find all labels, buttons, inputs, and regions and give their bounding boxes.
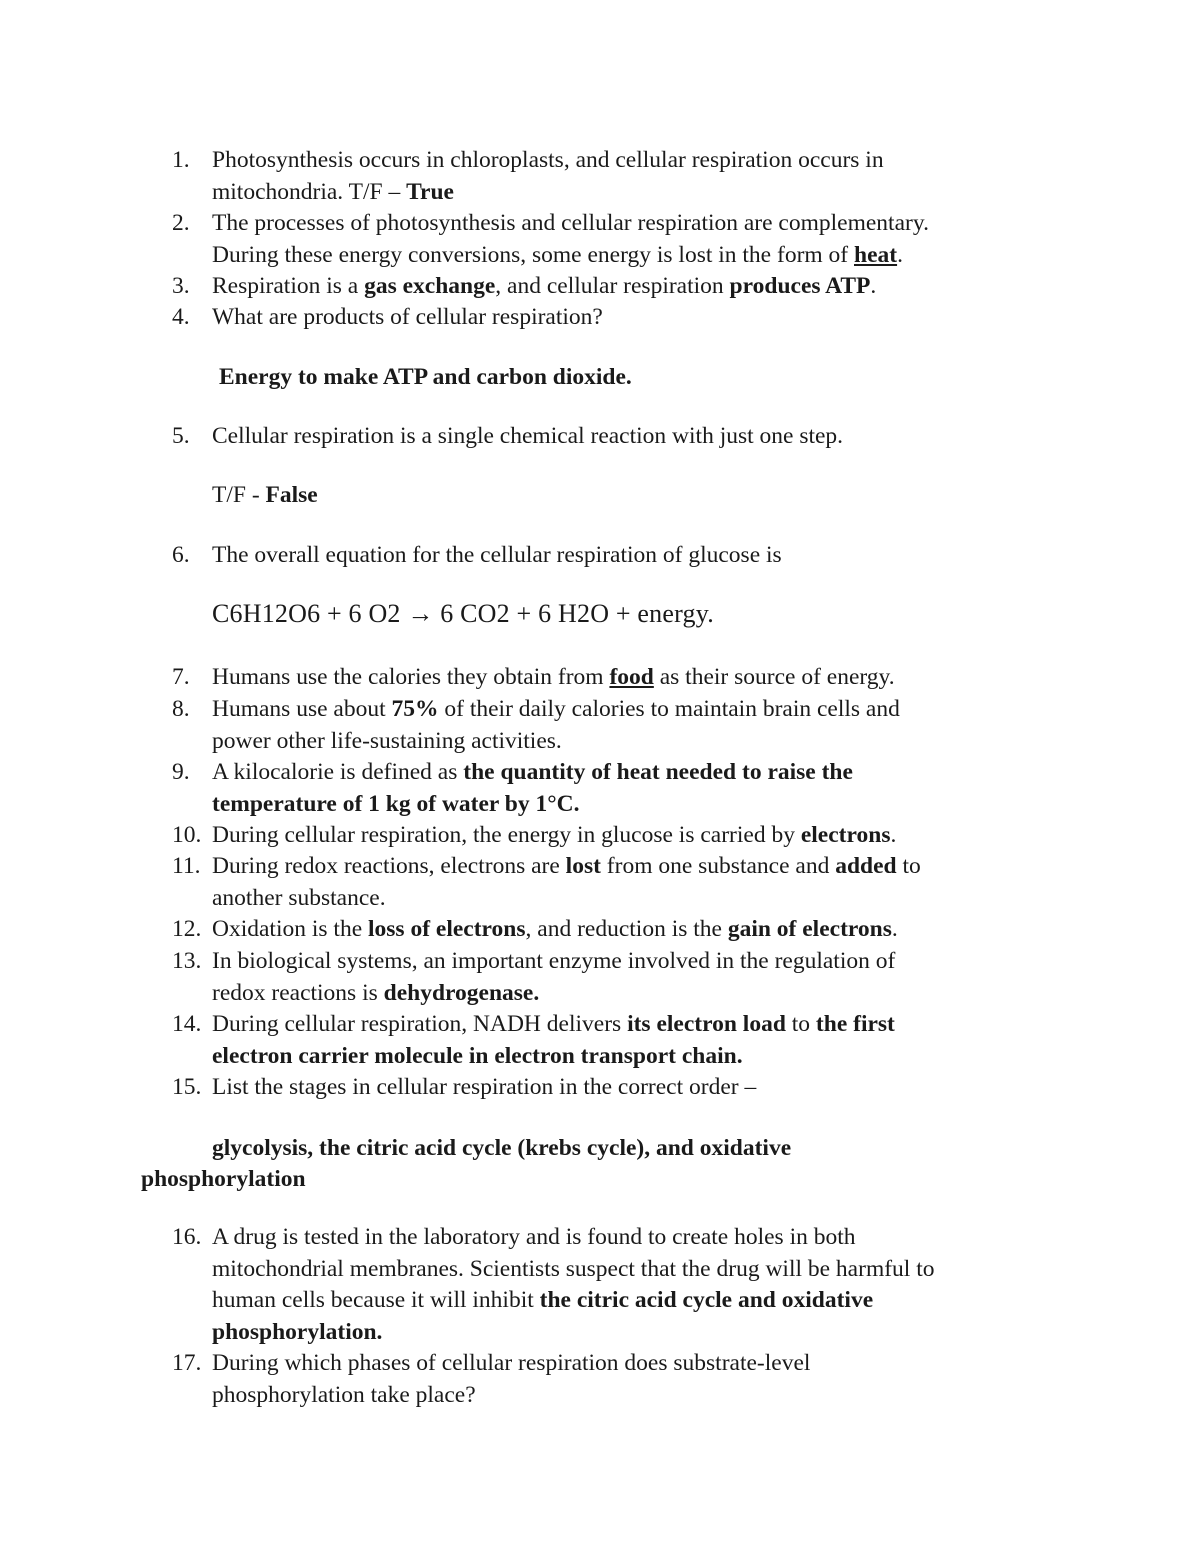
text-segment: human cells because it will inhibit: [212, 1287, 540, 1313]
bold-answer: dehydrogenase.: [383, 979, 540, 1006]
question-text: [212, 662, 1072, 694]
text-segment: from one substance and: [600, 853, 836, 879]
text-segment: What are products of cellular respiration?: [212, 304, 603, 330]
question-text: [212, 694, 1072, 757]
text-segment: During redox reactions, electrons are: [212, 853, 566, 879]
text-segment: Respiration is a: [212, 273, 365, 299]
bold-answer: electrons: [800, 822, 891, 848]
question-line: [212, 540, 1072, 572]
question-text: [212, 208, 1072, 271]
question-number: 2.: [172, 210, 190, 236]
bold-answer: True: [406, 178, 454, 205]
text-segment: A drug is tested in the laboratory and is found to create holes in both: [212, 1224, 856, 1250]
answer-q5-prefix: T/F -: [212, 482, 266, 508]
text-segment: mitochondria. T/F –: [212, 178, 407, 205]
question-line: [212, 883, 1072, 915]
question-text: [212, 851, 1072, 914]
question-line: [212, 946, 1072, 978]
text-segment: redox reactions is: [212, 979, 384, 1006]
question-number: 7.: [172, 664, 190, 690]
text-segment: .: [891, 916, 898, 942]
question-line: [212, 240, 1072, 272]
question-number: 15.: [172, 1074, 202, 1100]
bold-answer: electron carrier molecule in electron transport chain.: [212, 1042, 743, 1069]
question-line: [212, 662, 1072, 694]
text-segment: of their daily calories to maintain brain cells and: [438, 696, 900, 722]
question-line: [212, 789, 1072, 821]
question-line: [212, 1317, 1072, 1349]
answer-q15-line2-text: phosphorylation: [141, 1166, 306, 1192]
question-text: [212, 271, 1072, 303]
question-line: [212, 421, 1072, 453]
question-line: [212, 1041, 1072, 1073]
answer-q15-line1-text: glycolysis, the citric acid cycle (krebs cycle), and oxidative: [212, 1135, 792, 1161]
answer-q4: [219, 362, 632, 394]
question-line: [212, 1285, 1072, 1317]
bold-answer: gas exchange: [364, 273, 496, 299]
bold-answer: added: [835, 853, 897, 879]
question-number: 14.: [172, 1011, 202, 1037]
question-line: [212, 978, 1072, 1010]
question-line: [212, 1222, 1072, 1254]
text-segment: The overall equation for the cellular respiration of glucose is: [212, 542, 782, 568]
question-text: [212, 1348, 1072, 1411]
text-segment: Humans use the calories they obtain from: [212, 664, 610, 690]
question-line: [212, 757, 1072, 789]
bold-answer: lost: [565, 853, 601, 879]
answer-q15-line1: [212, 1133, 791, 1165]
bold-answer: the first: [815, 1011, 895, 1037]
bold-answer: the citric acid cycle and oxidative: [539, 1287, 874, 1313]
bold-answer: the quantity of heat needed to raise the: [463, 759, 853, 785]
bold-answer: temperature of 1 kg of water by 1°C.: [212, 790, 580, 817]
question-line: [212, 177, 1072, 209]
question-number: 3.: [172, 273, 190, 299]
question-line: [212, 726, 1072, 758]
question-number: 12.: [172, 916, 202, 942]
question-number: 17.: [172, 1350, 202, 1376]
text-segment: mitochondrial membranes. Scientists suspect that the drug will be harmful to: [212, 1255, 935, 1282]
question-line: [212, 302, 1072, 334]
bold-answer: loss of electrons: [368, 916, 526, 942]
text-segment: .: [890, 822, 897, 848]
text-segment: .: [870, 273, 877, 299]
text-segment: During cellular respiration, NADH delivers: [212, 1011, 628, 1037]
question-text: [212, 946, 1072, 1009]
question-number: 11.: [172, 853, 201, 879]
question-line: [212, 271, 1072, 303]
bold-answer: 75%: [391, 696, 439, 722]
question-text: [212, 302, 1072, 334]
question-text: [212, 421, 1072, 453]
question-number: 4.: [172, 304, 190, 330]
question-number: 6.: [172, 542, 190, 568]
question-line: [212, 914, 1072, 946]
question-number: 16.: [172, 1224, 202, 1250]
bold-answer: produces ATP: [729, 273, 871, 299]
text-segment: .: [897, 241, 903, 268]
question-line: [212, 694, 1072, 726]
text-segment: During these energy conversions, some energy is lost in the form of: [212, 241, 854, 268]
question-line: [212, 145, 1072, 177]
text-segment: power other life-sustaining activities.: [212, 727, 562, 754]
text-segment: , and reduction is the: [525, 916, 728, 942]
question-line: [212, 1380, 1072, 1412]
text-segment: another substance.: [212, 884, 386, 911]
answer-q15-line2: [141, 1164, 306, 1196]
text-segment: Humans use about: [212, 696, 392, 722]
underlined-answer: food: [609, 664, 654, 690]
text-segment: During which phases of cellular respiration does substrate-level: [212, 1350, 811, 1376]
question-line: [212, 1348, 1072, 1380]
question-number: 1.: [172, 147, 190, 173]
text-segment: List the stages in cellular respiration in the correct order –: [212, 1074, 757, 1100]
answer-q4-text: Energy to make ATP and carbon dioxide.: [219, 364, 632, 390]
question-line: [212, 208, 1072, 240]
underlined-answer: heat: [854, 241, 898, 268]
question-line: [212, 851, 1072, 883]
text-segment: Cellular respiration is a single chemical reaction with just one step.: [212, 423, 844, 449]
question-text: [212, 757, 1072, 820]
bold-answer: gain of electrons: [727, 916, 892, 942]
text-segment: , and cellular respiration: [495, 273, 730, 299]
text-segment: Photosynthesis occurs in chloroplasts, and cellular respiration occurs in: [212, 147, 884, 173]
text-segment: During cellular respiration, the energy in glucose is carried by: [212, 822, 801, 848]
answer-q5-value: False: [265, 482, 318, 508]
text-segment: to: [896, 853, 921, 879]
question-text: [212, 1072, 1072, 1104]
question-line: [212, 1254, 1072, 1286]
question-text: [212, 1222, 1072, 1348]
question-number: 9.: [172, 759, 190, 785]
question-line: [212, 1009, 1072, 1041]
text-segment: as their source of energy.: [653, 664, 895, 690]
question-text: [212, 914, 1072, 946]
question-number: 10.: [172, 822, 202, 848]
text-segment: Oxidation is the: [212, 916, 368, 942]
question-text: [212, 1009, 1072, 1072]
bold-answer: phosphorylation.: [212, 1318, 383, 1345]
text-segment: A kilocalorie is defined as: [212, 759, 464, 785]
question-text: [212, 145, 1072, 208]
question-line: [212, 1072, 1072, 1104]
question-number: 5.: [172, 423, 190, 449]
question-text: [212, 820, 1072, 852]
question-number: 8.: [172, 696, 190, 722]
text-segment: phosphorylation take place?: [212, 1381, 476, 1408]
bold-answer: its electron load: [627, 1011, 786, 1037]
answer-q5: [212, 480, 318, 512]
respiration-equation: C6H12O6 + 6 O2 → 6 CO2 + 6 H2O + energy.: [212, 599, 714, 628]
question-line: [212, 820, 1072, 852]
question-text: [212, 540, 1072, 572]
text-segment: to: [785, 1011, 816, 1037]
question-number: 13.: [172, 948, 202, 974]
text-segment: In biological systems, an important enzyme involved in the regulation of: [212, 948, 896, 974]
text-segment: The processes of photosynthesis and cellular respiration are complementary.: [212, 210, 929, 236]
